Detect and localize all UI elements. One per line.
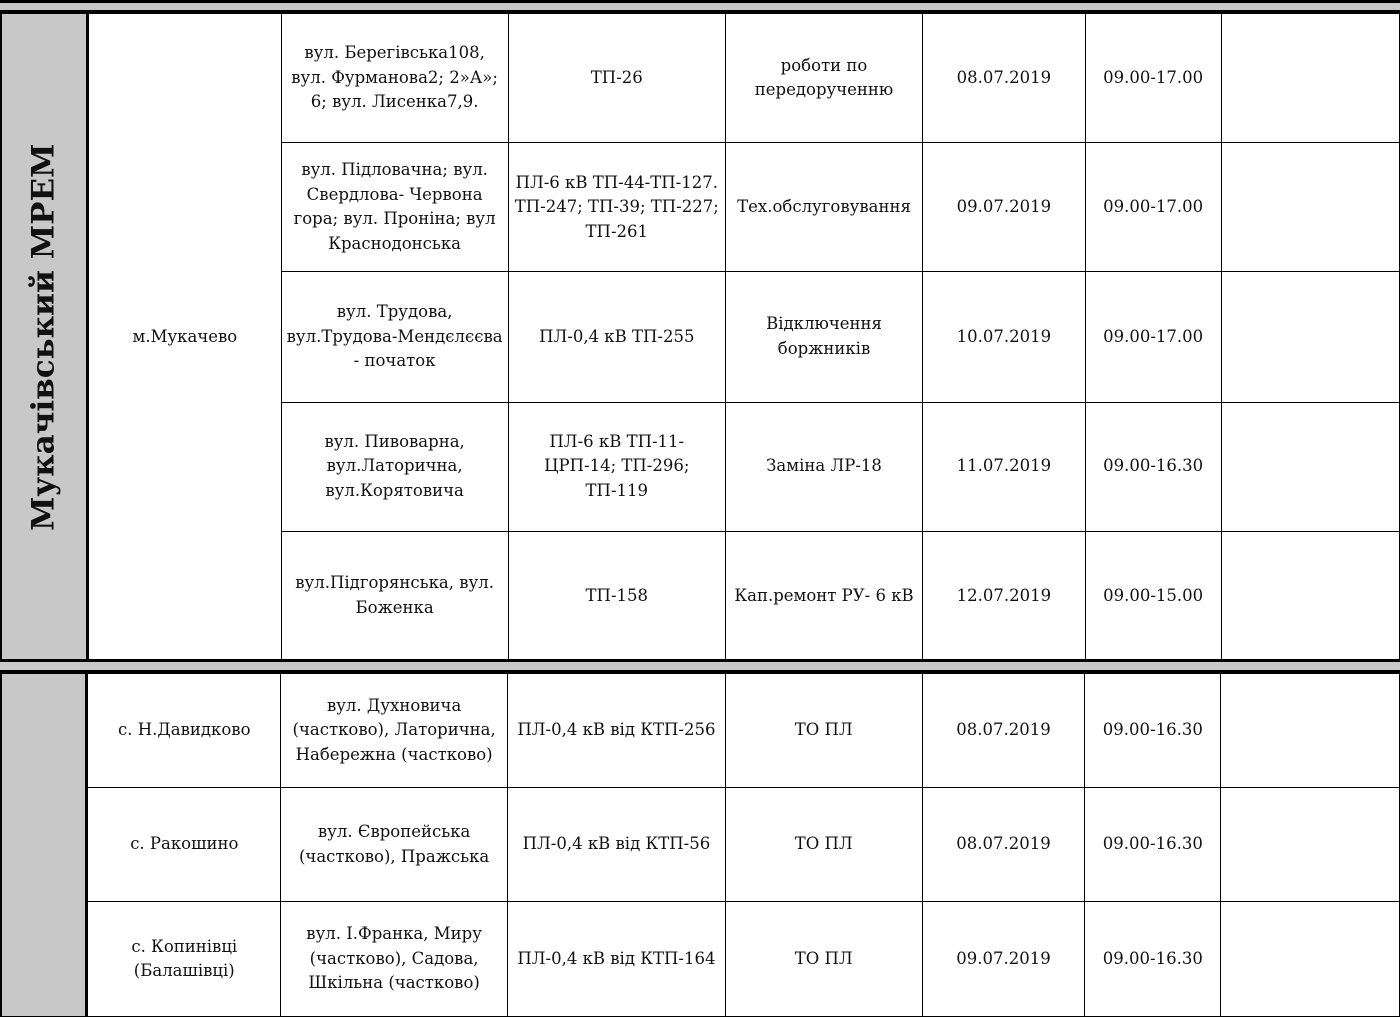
work-cell: ТО ПЛ	[725, 674, 922, 788]
table-row	[1, 674, 1400, 788]
note-cell	[1221, 272, 1399, 402]
object-cell: ПЛ-0,4 кВ ТП-255	[508, 272, 726, 402]
work-cell: Кап.ремонт РУ- 6 кВ	[726, 531, 923, 660]
top-divider-band	[0, 0, 1400, 13]
settlement-cell: м.Мукачево	[88, 14, 282, 661]
settlement-cell: с. Копинівці (Балашівці)	[87, 902, 281, 1017]
date-cell: 11.07.2019	[922, 402, 1085, 531]
time-cell: 09.00-16.30	[1085, 674, 1221, 788]
outage-table-section-1	[0, 13, 1400, 661]
work-cell: Заміна ЛР-18	[726, 402, 923, 531]
date-cell: 12.07.2019	[922, 531, 1085, 660]
work-cell: Відключення боржників	[726, 272, 923, 402]
object-cell: ПЛ-0,4 кВ від КТП-256	[508, 674, 726, 788]
section-divider-band	[0, 659, 1400, 673]
streets-cell: вул. Пивоварна, вул.Латорична, вул.Корятовича	[281, 402, 508, 531]
note-cell	[1221, 14, 1399, 143]
object-cell: ПЛ-0,4 кВ від КТП-56	[508, 788, 726, 902]
section-side-cell	[1, 674, 87, 1017]
streets-cell: вул. Трудова, вул.Трудова-Мендєлєєва - початок	[281, 272, 508, 402]
time-cell: 09.00-15.00	[1085, 531, 1221, 660]
date-cell: 08.07.2019	[922, 14, 1085, 143]
section-title: Мукачівський МРЕМ	[25, 143, 62, 531]
note-cell	[1221, 531, 1399, 660]
streets-cell: вул. Підловачна; вул. Свердлова- Червона гора; вул. Проніна; вул Краснодонська	[281, 143, 508, 272]
section-side-cell	[1, 14, 88, 661]
date-cell: 09.07.2019	[922, 143, 1085, 272]
streets-cell: вул. Берегівська108, вул. Фурманова2; 2»А»; 6; вул. Лисенка7,9.	[281, 14, 508, 143]
table-row	[1, 788, 1400, 902]
table-row	[1, 14, 1400, 143]
time-cell: 09.00-16.30	[1085, 788, 1221, 902]
time-cell: 09.00-17.00	[1085, 143, 1221, 272]
note-cell	[1221, 788, 1400, 902]
date-cell: 10.07.2019	[922, 272, 1085, 402]
settlement-cell: с. Н.Давидково	[87, 674, 281, 788]
time-cell: 09.00-17.00	[1085, 272, 1221, 402]
work-cell: Тех.обслуговування	[726, 143, 923, 272]
date-cell: 09.07.2019	[922, 902, 1085, 1017]
time-cell: 09.00-16.30	[1085, 402, 1221, 531]
date-cell: 08.07.2019	[922, 788, 1085, 902]
streets-cell: вул. Європейська (частково), Пражська	[281, 788, 508, 902]
note-cell	[1221, 674, 1400, 788]
date-cell: 08.07.2019	[922, 674, 1085, 788]
time-cell: 09.00-17.00	[1085, 14, 1221, 143]
object-cell: ПЛ-6 кВ ТП-11- ЦРП-14; ТП-296; ТП-119	[508, 402, 726, 531]
settlement-cell: с. Ракошино	[87, 788, 281, 902]
object-cell: ТП-26	[508, 14, 726, 143]
work-cell: ТО ПЛ	[725, 902, 922, 1017]
work-cell: роботи по передорученню	[726, 14, 923, 143]
table-row	[1, 902, 1400, 1017]
note-cell	[1221, 143, 1399, 272]
object-cell: ТП-158	[508, 531, 726, 660]
streets-cell: вул.Підгорянська, вул. Боженка	[281, 531, 508, 660]
outage-table-section-2	[0, 673, 1400, 1017]
note-cell	[1221, 402, 1399, 531]
time-cell: 09.00-16.30	[1085, 902, 1221, 1017]
work-cell: ТО ПЛ	[725, 788, 922, 902]
streets-cell: вул. Духновича (частково), Латорична, Набережна (частково)	[281, 674, 508, 788]
note-cell	[1221, 902, 1400, 1017]
object-cell: ПЛ-0,4 кВ від КТП-164	[508, 902, 726, 1017]
streets-cell: вул. І.Франка, Миру (частково), Садова, Шкільна (частково)	[281, 902, 508, 1017]
object-cell: ПЛ-6 кВ ТП-44-ТП-127. ТП-247; ТП-39; ТП-227; ТП-261	[508, 143, 726, 272]
